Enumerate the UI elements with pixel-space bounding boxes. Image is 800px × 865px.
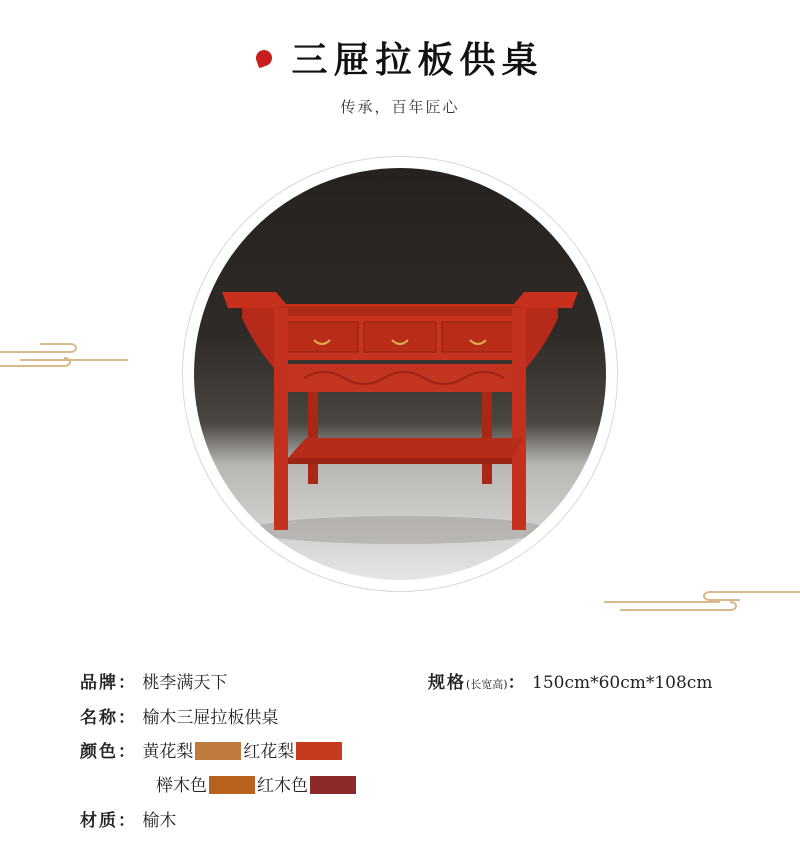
- brand-value: 桃李满天下: [142, 673, 228, 693]
- color-swatch-3[interactable]: [310, 776, 356, 794]
- color-name-0: 黄花梨: [142, 742, 194, 762]
- right-cloud-decoration: [600, 586, 800, 616]
- material-value: 榆木: [142, 811, 177, 831]
- name-value: 榆木三屉拉板供桌: [142, 708, 279, 728]
- name-row: [80, 703, 278, 728]
- brand-row: [80, 668, 227, 693]
- color-name-1: 红花梨: [243, 742, 295, 762]
- color-row-2: [156, 771, 358, 796]
- color-label: 颜色：: [80, 742, 137, 762]
- name-label: 名称：: [80, 708, 137, 728]
- left-cloud-decoration: [0, 340, 140, 370]
- page-title: 三屉拉板供桌: [291, 39, 544, 81]
- page-subtitle: 传承，百年匠心: [340, 98, 460, 116]
- size-label: 规格: [428, 673, 466, 693]
- material-label: 材质：: [80, 811, 137, 831]
- size-note: (长宽高): [466, 678, 508, 691]
- product-photo: [194, 168, 606, 580]
- brand-label: 品牌：: [80, 673, 137, 693]
- title-block: [0, 32, 800, 83]
- color-swatch-2[interactable]: [209, 776, 255, 794]
- color-swatch-1[interactable]: [296, 742, 342, 760]
- altar-table-illustration: [194, 168, 606, 580]
- red-dot-icon: [254, 47, 275, 68]
- size-colon: ：: [507, 673, 527, 693]
- size-row: [428, 668, 712, 693]
- size-value: 150cm*60cm*108cm: [532, 673, 713, 693]
- color-swatch-0[interactable]: [195, 742, 241, 760]
- color-row-1: [80, 737, 344, 762]
- material-row: [80, 806, 176, 831]
- color-name-3: 红木色: [257, 776, 308, 796]
- color-name-2: 榉木色: [156, 776, 207, 796]
